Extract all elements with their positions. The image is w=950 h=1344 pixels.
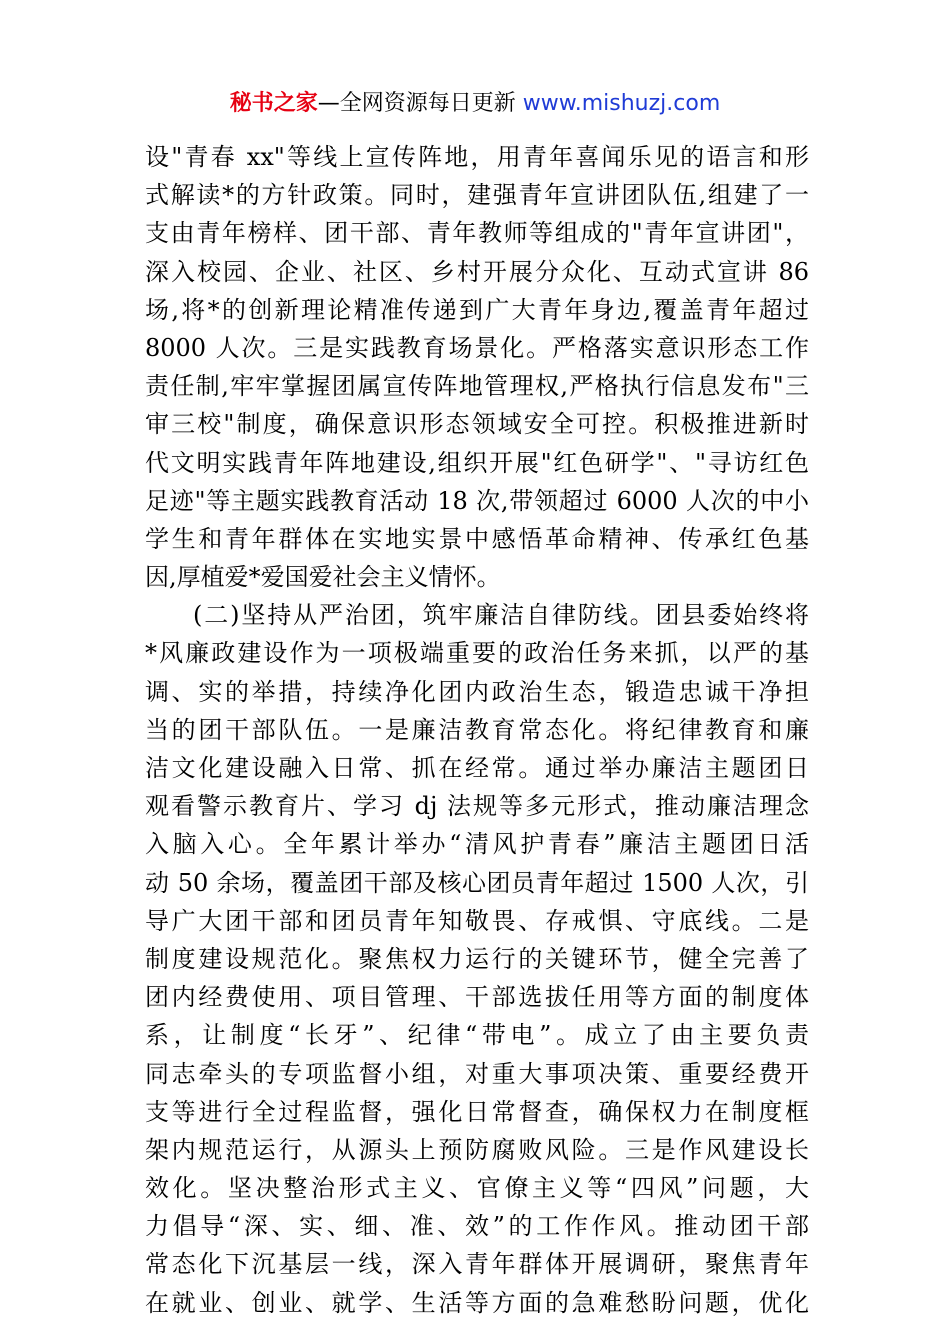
text-line: 观看警示教育片、学习 dj 法规等多元形式，推动廉洁理念 <box>145 792 809 821</box>
site-tagline: —全网资源每日更新 <box>317 91 523 116</box>
text-line: 系，让制度“长牙”、纪律“带电”。成立了由主要负责 <box>145 1021 809 1050</box>
text-line: 支由青年榜样、团干部、青年教师等组成的"青年宣讲团"， <box>145 219 809 248</box>
document-body <box>145 138 809 1322</box>
site-url-link[interactable]: www.mishuzj.com <box>522 91 721 116</box>
text-line: 足迹"等主题实践教育活动 18 次,带领超过 6000 人次的中小 <box>145 486 809 515</box>
text-line: 代文明实践青年阵地建设,组织开展"红色研学"、"寻访红色 <box>145 448 809 477</box>
site-header <box>0 86 950 122</box>
text-line: 学生和青年群体在实地实景中感悟革命精神、传承红色基 <box>145 524 809 553</box>
text-line: 设"青春 xx"等线上宣传阵地，用青年喜闻乐见的语言和形 <box>145 143 809 171</box>
text-line: 深入校园、企业、社区、乡村开展分众化、互动式宣讲 86 <box>145 257 809 286</box>
text-line: 支等进行全过程监督，强化日常督查，确保权力在制度框 <box>145 1097 809 1126</box>
text-line: *风廉政建设作为一项极端重要的政治任务来抓，以严的基 <box>145 639 809 668</box>
text-line: 效化。坚决整治形式主义、官僚主义等“四风”问题，大 <box>145 1174 809 1203</box>
text-line: 当的团干部队伍。一是廉洁教育常态化。将纪律教育和廉 <box>145 715 809 744</box>
text-line: 在就业、创业、就学、生活等方面的急难愁盼问题，优化 <box>145 1288 809 1317</box>
text-line: 因,厚植爱*爱国爱社会主义情怀。 <box>145 563 501 592</box>
text-line: 责任制,牢牢掌握团属宣传阵地管理权,严格执行信息发布"三 <box>145 372 809 401</box>
site-name: 秘书之家 <box>229 91 318 116</box>
text-line: 洁文化建设融入日常、抓在经常。通过举办廉洁主题团日 <box>145 754 809 782</box>
text-line: 制度建设规范化。聚焦权力运行的关键环节，健全完善了 <box>145 944 809 973</box>
text-line: 导广大团干部和团员青年知敬畏、存戒惧、守底线。二是 <box>145 906 809 935</box>
text-line: 调、实的举措，持续净化团内政治生态，锻造忠诚干净担 <box>145 677 809 706</box>
text-line: 同志牵头的专项监督小组，对重大事项决策、重要经费开 <box>145 1059 809 1088</box>
text-line: 审三校"制度，确保意识形态领域安全可控。积极推进新时 <box>145 410 809 439</box>
text-line: 力倡导“深、实、细、准、效”的工作作风。推动团干部 <box>145 1212 809 1241</box>
text-line: 8000 人次。三是实践教育场景化。严格落实意识形态工作 <box>145 333 809 362</box>
text-line: 团内经费使用、项目管理、干部选拔任用等方面的制度体 <box>145 983 809 1012</box>
text-line: 场,将*的创新理论精准传递到广大青年身边,覆盖青年超过 <box>145 295 809 324</box>
text-line: 动 50 余场，覆盖团干部及核心团员青年超过 1500 人次，引 <box>145 868 809 897</box>
text-line: 式解读*的方针政策。同时，建强青年宣讲团队伍,组建了一 <box>145 181 809 210</box>
text-line: 架内规范运行，从源头上预防腐败风险。三是作风建设长 <box>145 1135 809 1164</box>
text-line: 常态化下沉基层一线，深入青年群体开展调研，聚焦青年 <box>145 1250 809 1279</box>
section-heading-line: (二)坚持从严治团，筑牢廉洁自律防线。团县委始终将 <box>193 601 809 630</box>
text-line: 入脑入心。全年累计举办“清风护青春”廉洁主题团日活 <box>145 830 809 859</box>
